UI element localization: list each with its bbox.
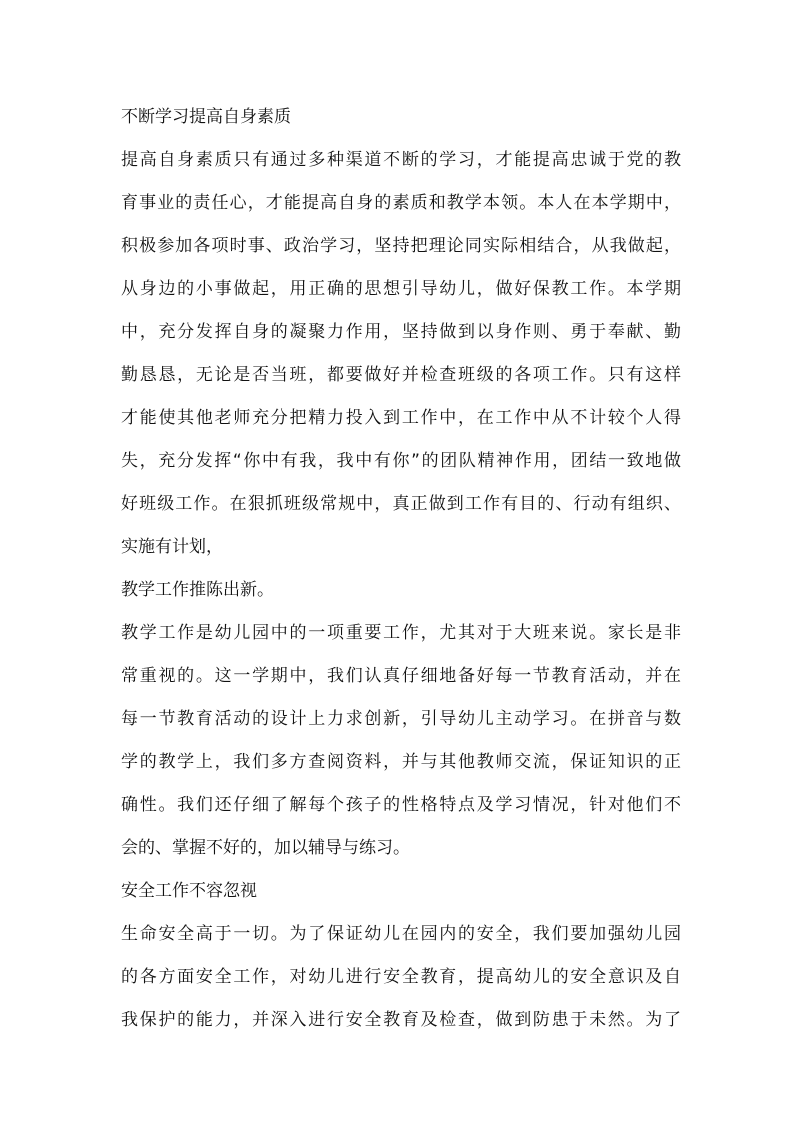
paragraph-line: 提高自身素质只有通过多种渠道不断的学习，才能提高忠诚于党的教 bbox=[121, 150, 681, 170]
paragraph-line: 好班级工作。在狠抓班级常规中，真正做到工作有目的、行动有组织、 bbox=[121, 494, 681, 514]
section-heading: 安全工作不容忽视 bbox=[121, 881, 257, 901]
paragraph-line: 实施有计划， bbox=[121, 537, 223, 557]
paragraph-line: 我保护的能力，并深入进行安全教育及检查，做到防患于未然。为了 bbox=[121, 1010, 681, 1030]
paragraph-line: 才能使其他老师充分把精力投入到工作中，在工作中从不计较个人得 bbox=[121, 408, 681, 428]
paragraph-line: 育事业的责任心，才能提高自身的素质和教学本领。本人在本学期中， bbox=[121, 193, 681, 213]
paragraph-line: 常重视的。这一学期中，我们认真仔细地备好每一节教育活动，并在 bbox=[121, 666, 681, 686]
paragraph-line: 从身边的小事做起，用正确的思想引导幼儿，做好保教工作。本学期 bbox=[121, 279, 681, 299]
paragraph-line: 生命安全高于一切。为了保证幼儿在园内的安全，我们要加强幼儿园 bbox=[121, 924, 681, 944]
paragraph-line: 教学工作是幼儿园中的一项重要工作，尤其对于大班来说。家长是非 bbox=[121, 623, 681, 643]
paragraph-line: 勤恳恳，无论是否当班，都要做好并检查班级的各项工作。只有这样 bbox=[121, 365, 681, 385]
paragraph-line: 失，充分发挥“你中有我，我中有你”的团队精神作用，团结一致地做 bbox=[121, 451, 681, 471]
section-heading: 不断学习提高自身素质 bbox=[121, 107, 291, 127]
paragraph-line: 确性。我们还仔细了解每个孩子的性格特点及学习情况，针对他们不 bbox=[121, 795, 681, 815]
paragraph-line: 学的教学上，我们多方查阅资料，并与其他教师交流，保证知识的正 bbox=[121, 752, 681, 772]
paragraph-line: 积极参加各项时事、政治学习，坚持把理论同实际相结合，从我做起， bbox=[121, 236, 681, 256]
paragraph-line: 每一节教育活动的设计上力求创新，引导幼儿主动学习。在拼音与数 bbox=[121, 709, 681, 729]
section-heading: 教学工作推陈出新。 bbox=[121, 580, 274, 600]
paragraph-line: 的各方面安全工作，对幼儿进行安全教育，提高幼儿的安全意识及自 bbox=[121, 967, 681, 987]
paragraph-line: 会的、掌握不好的，加以辅导与练习。 bbox=[121, 838, 410, 858]
paragraph-line: 中，充分发挥自身的凝聚力作用，坚持做到以身作则、勇于奉献、勤 bbox=[121, 322, 681, 342]
